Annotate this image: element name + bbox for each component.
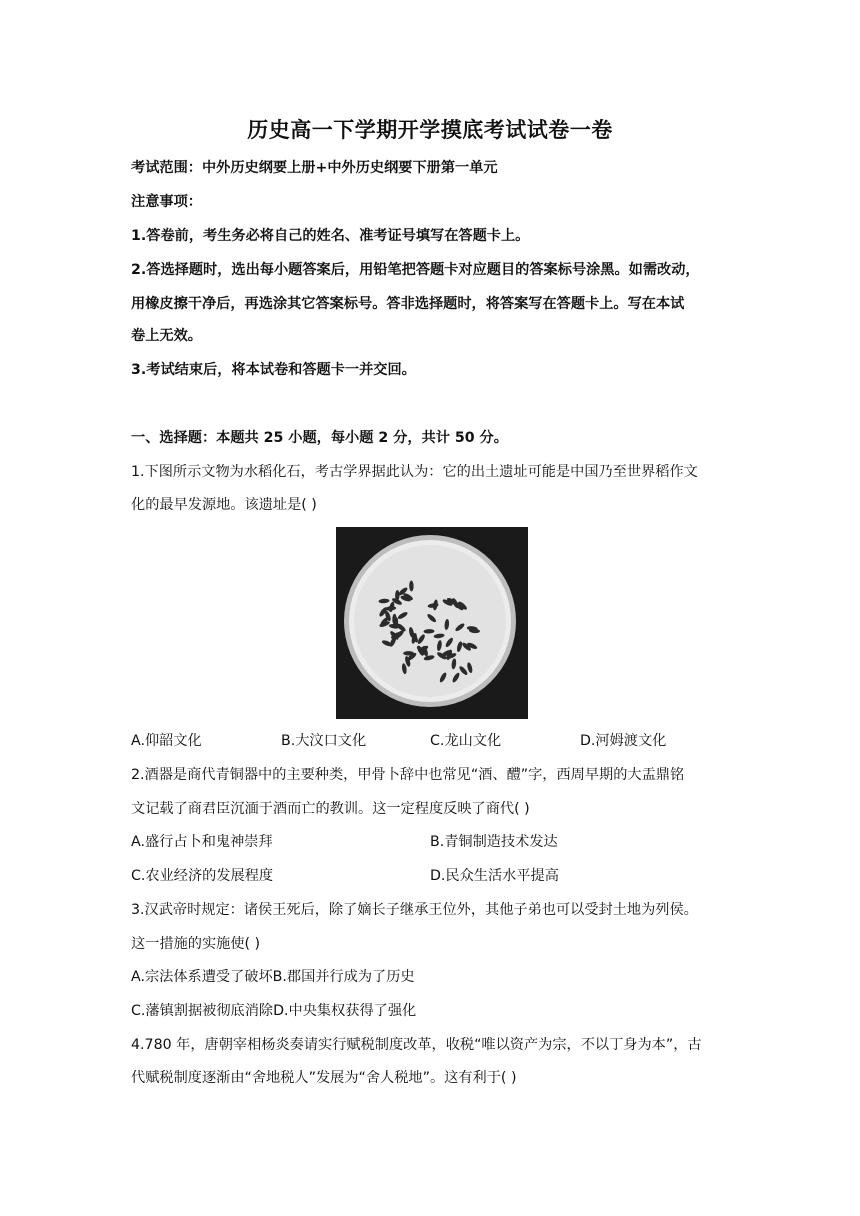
note-2-line-2: 用橡皮擦干净后，再选涂其它答案标号。答非选择题时，将答案写在答题卡上。写在本试 [131,296,685,312]
q1-option-d: D.河姆渡文化 [580,733,667,749]
q1-option-a: A.仰韶文化 [131,733,202,749]
q1-option-b: B.大汶口文化 [281,733,367,749]
rice-fossil-photo [336,527,528,719]
q2-option-a: A.盛行占卜和鬼神崇拜 [131,834,273,850]
question-4-line-1: 4.780 年，唐朝宰相杨炎奏请实行赋税制度改革，收税“唯以资产为宗，不以丁身为本”，古 [131,1037,702,1053]
exam-title: 历史高一下学期开学摸底考试试卷一卷 [247,118,613,142]
q2-option-d: D.民众生活水平提高 [430,868,559,884]
q2-option-b: B.青铜制造技术发达 [430,834,558,850]
question-2-line-1: 2.酒器是商代青铜器中的主要种类，甲骨卜辞中也常见“酒、醴”字，西周早期的大盂鼎铭 [131,767,685,783]
question-1-line-1: 1.下图所示文物为水稻化石，考古学界据此认为：它的出土遗址可能是中国乃至世界稻作文 [131,464,698,480]
section-heading: 一、选择题：本题共 25 小题，每小题 2 分，共计 50 分。 [131,430,508,446]
question-4-line-2: 代赋税制度逐渐由“舍地税人”发展为“舍人税地”。这有利于( ) [131,1070,517,1086]
question-2-line-2: 文记载了商君臣沉湎于酒而亡的教训。这一定程度反映了商代( ) [131,801,530,817]
note-2-line-3: 卷上无效。 [131,328,202,344]
question-3-line-2: 这一措施的实施使( ) [131,936,261,952]
exam-scope: 考试范围：中外历史纲要上册+中外历史纲要下册第一单元 [131,160,498,176]
question-3-line-1: 3.汉武帝时规定：诸侯王死后，除了嫡长子继承王位外，其他子弟也可以受封土地为列侯。 [131,902,698,918]
rice-grain [392,614,396,625]
note-2-line-1: 2.答选择题时，选出每小题答案后，用铅笔把答题卡对应题目的答案标号涂黑。如需改动， [131,262,700,278]
q3-option-cd: C.藩镇割据被彻底消除D.中央集权获得了强化 [131,1003,417,1019]
q3-option-ab: A.宗法体系遭受了破坏B.郡国并行成为了历史 [131,969,415,985]
note-1: 1.答卷前，考生务必将自己的姓名、准考证号填写在答题卡上。 [131,228,530,244]
rice-fossil-image [336,527,528,719]
rice-grain [403,651,414,655]
question-1-line-2: 化的最早发源地。该遗址是( ) [131,497,317,513]
q2-option-c: C.农业经济的发展程度 [131,868,274,884]
notes-title: 注意事项： [131,194,202,210]
note-3: 3.考试结束后，将本试卷和答题卡一并交回。 [131,362,416,378]
q1-option-c: C.龙山文化 [430,733,502,749]
